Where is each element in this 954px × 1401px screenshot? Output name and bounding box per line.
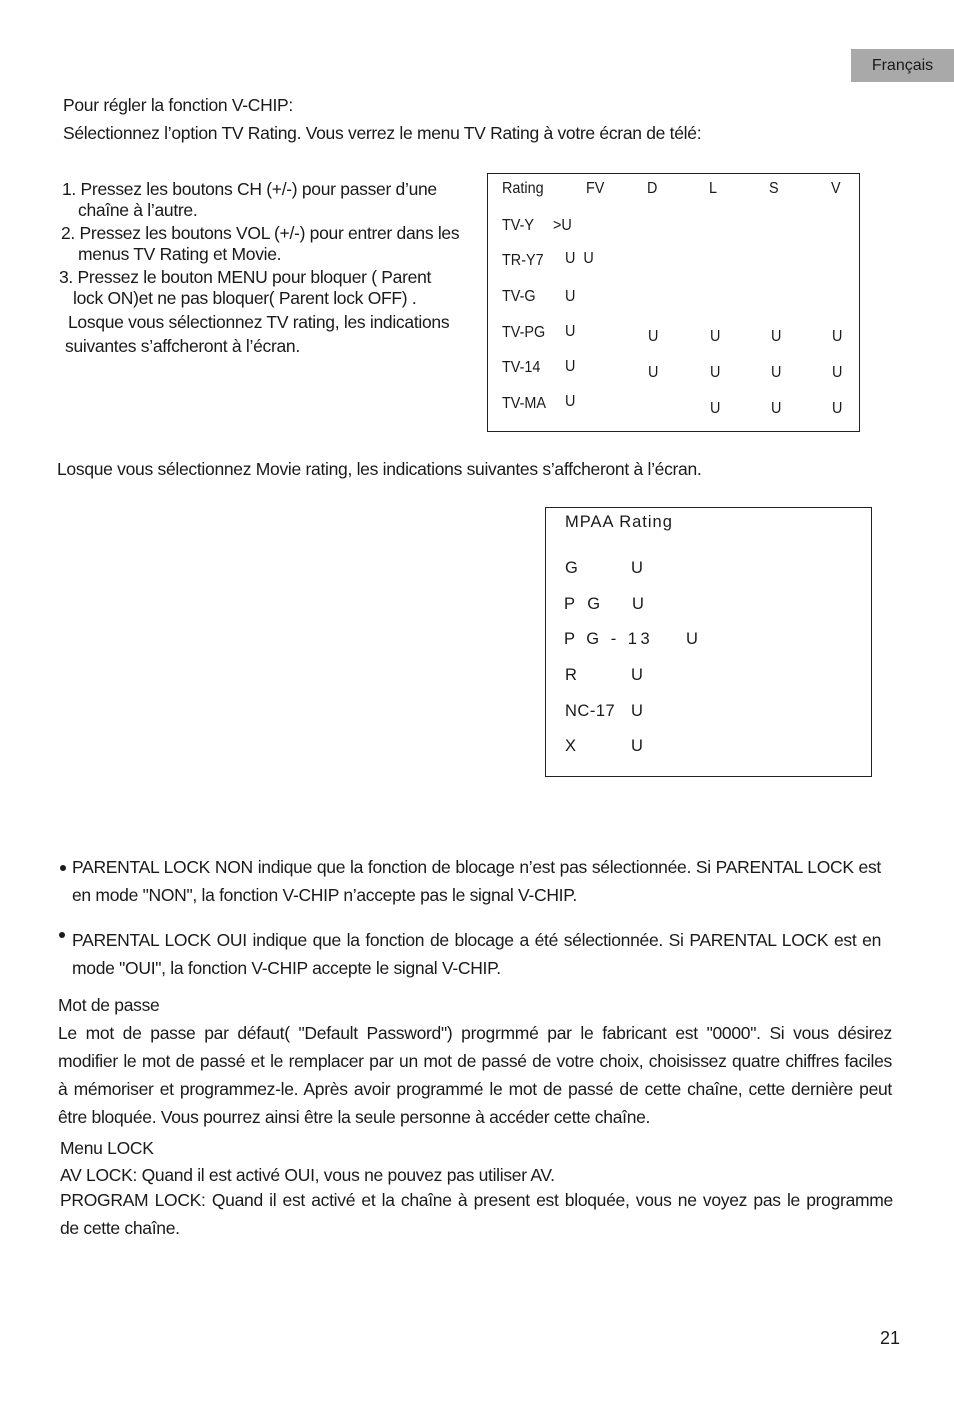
mpaa-row-value: U [631, 737, 644, 755]
mpaa-row-label: NC-17 [565, 702, 616, 720]
bullet-1-line-a: PARENTAL LOCK NON indique que la fonction de blocage n’est pas sélectionnée. Si PARENTAL LOCK est [72, 857, 881, 877]
tv-header-fv: FV [586, 180, 605, 197]
step-1-line-a: 1. Pressez les boutons CH (+/-) pour passer d’une [62, 179, 437, 199]
lock-menu-line-3: de cette chaîne. [60, 1218, 180, 1238]
bullet-1-line-b: en mode "NON", la fonction V-CHIP n’accepte pas le signal V-CHIP. [72, 885, 577, 905]
tv-rating-menu [487, 173, 860, 432]
mpaa-row-label: P G - 13 [564, 630, 654, 648]
mpaa-rating-menu [545, 507, 872, 777]
tv-row-v: U [832, 400, 843, 417]
tv-row-fv: U U [565, 250, 594, 267]
bullet-2-line-b: mode "OUI", la fonction V-CHIP accepte le signal V-CHIP. [72, 958, 501, 978]
mpaa-row-label: G [565, 559, 579, 577]
mpaa-row-value: U [632, 595, 645, 613]
password-line-1: Le mot de passe par défaut( "Default Password") progrmmé par le fabricant est "0000". Si vous désirez [58, 1023, 892, 1043]
tv-row-l: U [710, 328, 721, 345]
tv-row-fv: U [565, 358, 576, 375]
tv-header-d: D [647, 180, 658, 197]
tv-row-d: U [648, 328, 659, 345]
password-line-2: modifier le mot de passé et le remplacer par un mot de passé de votre choix, choisissez quatre chiffres faciles [58, 1051, 892, 1071]
tv-row-label: TV-Y [502, 217, 535, 234]
bullet-dot [59, 932, 65, 938]
movie-intro: Losque vous sélectionnez Movie rating, les indications suivantes s’affcheront à l’écran. [57, 459, 702, 479]
password-paragraph [58, 1019, 892, 1131]
bullet-parental-lock-oui [72, 926, 881, 982]
step-2-line-a: 2. Pressez les boutons VOL (+/-) pour entrer dans les [61, 223, 460, 243]
tv-row-s: U [771, 364, 782, 381]
bullet-dot [60, 865, 66, 871]
tv-row-v: U [832, 328, 843, 345]
tv-row-label: TV-PG [502, 324, 546, 341]
tv-row-label: TR-Y7 [502, 252, 544, 269]
mpaa-row-label: R [565, 666, 578, 684]
lock-menu-title: Menu LOCK [60, 1138, 154, 1158]
bullet-parental-lock-non [72, 853, 881, 909]
mpaa-row-value: U [631, 559, 644, 577]
tv-header-rating: Rating [502, 180, 544, 197]
mpaa-title: MPAA Rating [565, 513, 673, 531]
mpaa-row-value: U [631, 702, 644, 720]
password-line-3: à mémoriser et programmez-le. Après avoir programmé le mot de passé de cette chaîne, cette dernière peut [58, 1079, 892, 1099]
step-4-line-a: Losque vous sélectionnez TV rating, les indications [68, 312, 450, 332]
tv-row-fv: U [565, 288, 576, 305]
language-tab: Français [851, 49, 954, 82]
mpaa-row-value: U [631, 666, 644, 684]
tv-row-label: TV-MA [502, 395, 547, 412]
lock-menu-av-lock: AV LOCK: Quand il est activé OUI, vous ne pouvez pas utiliser AV. [60, 1165, 555, 1185]
tv-row-fv: U [565, 323, 576, 340]
password-line-4: être bloquée. Vous pourrez ainsi être la seule personne à accéder cette chaîne. [58, 1107, 651, 1127]
step-3-line-a: 3. Pressez le bouton MENU pour bloquer ( Parent [59, 267, 432, 287]
tv-row-fv: >U [553, 217, 572, 234]
tv-row-label: TV-G [502, 288, 536, 305]
tv-row-fv: U [565, 393, 576, 410]
mpaa-row-label: P G [564, 595, 605, 613]
step-1-line-b: chaîne à l’autre. [78, 200, 198, 220]
lock-menu-program-lock [60, 1186, 893, 1242]
password-title: Mot de passe [58, 995, 160, 1015]
page-number: 21 [880, 1328, 901, 1348]
mpaa-row-label: X [565, 737, 578, 755]
step-4-line-b: suivantes s’affcheront à l’écran. [65, 336, 300, 356]
tv-row-s: U [771, 328, 782, 345]
bullet-2-line-a: PARENTAL LOCK OUI indique que la fonction de blocage a été sélectionnée. Si PARENTAL LOCK est en [72, 930, 881, 950]
intro-line-2: Sélectionnez l’option TV Rating. Vous verrez le menu TV Rating à votre écran de télé: [63, 123, 702, 143]
tv-row-d: U [648, 364, 659, 381]
step-2-line-b: menus TV Rating et Movie. [78, 244, 282, 264]
tv-row-l: U [710, 364, 721, 381]
tv-row-l: U [710, 400, 721, 417]
tv-row-v: U [832, 364, 843, 381]
step-3-line-b: lock ON)et ne pas bloquer( Parent lock OFF) . [73, 288, 417, 308]
tv-row-s: U [771, 400, 782, 417]
mpaa-row-value: U [686, 630, 699, 648]
tv-header-l: L [709, 180, 718, 197]
lock-menu-line-2: PROGRAM LOCK: Quand il est activé et la chaîne à present est bloquée, vous ne voyez pas le programme [60, 1190, 893, 1210]
tv-row-label: TV-14 [502, 359, 541, 376]
tv-header-s: S [769, 180, 779, 197]
tv-header-v: V [831, 180, 841, 197]
intro-line-1: Pour régler la fonction V-CHIP: [63, 95, 293, 115]
